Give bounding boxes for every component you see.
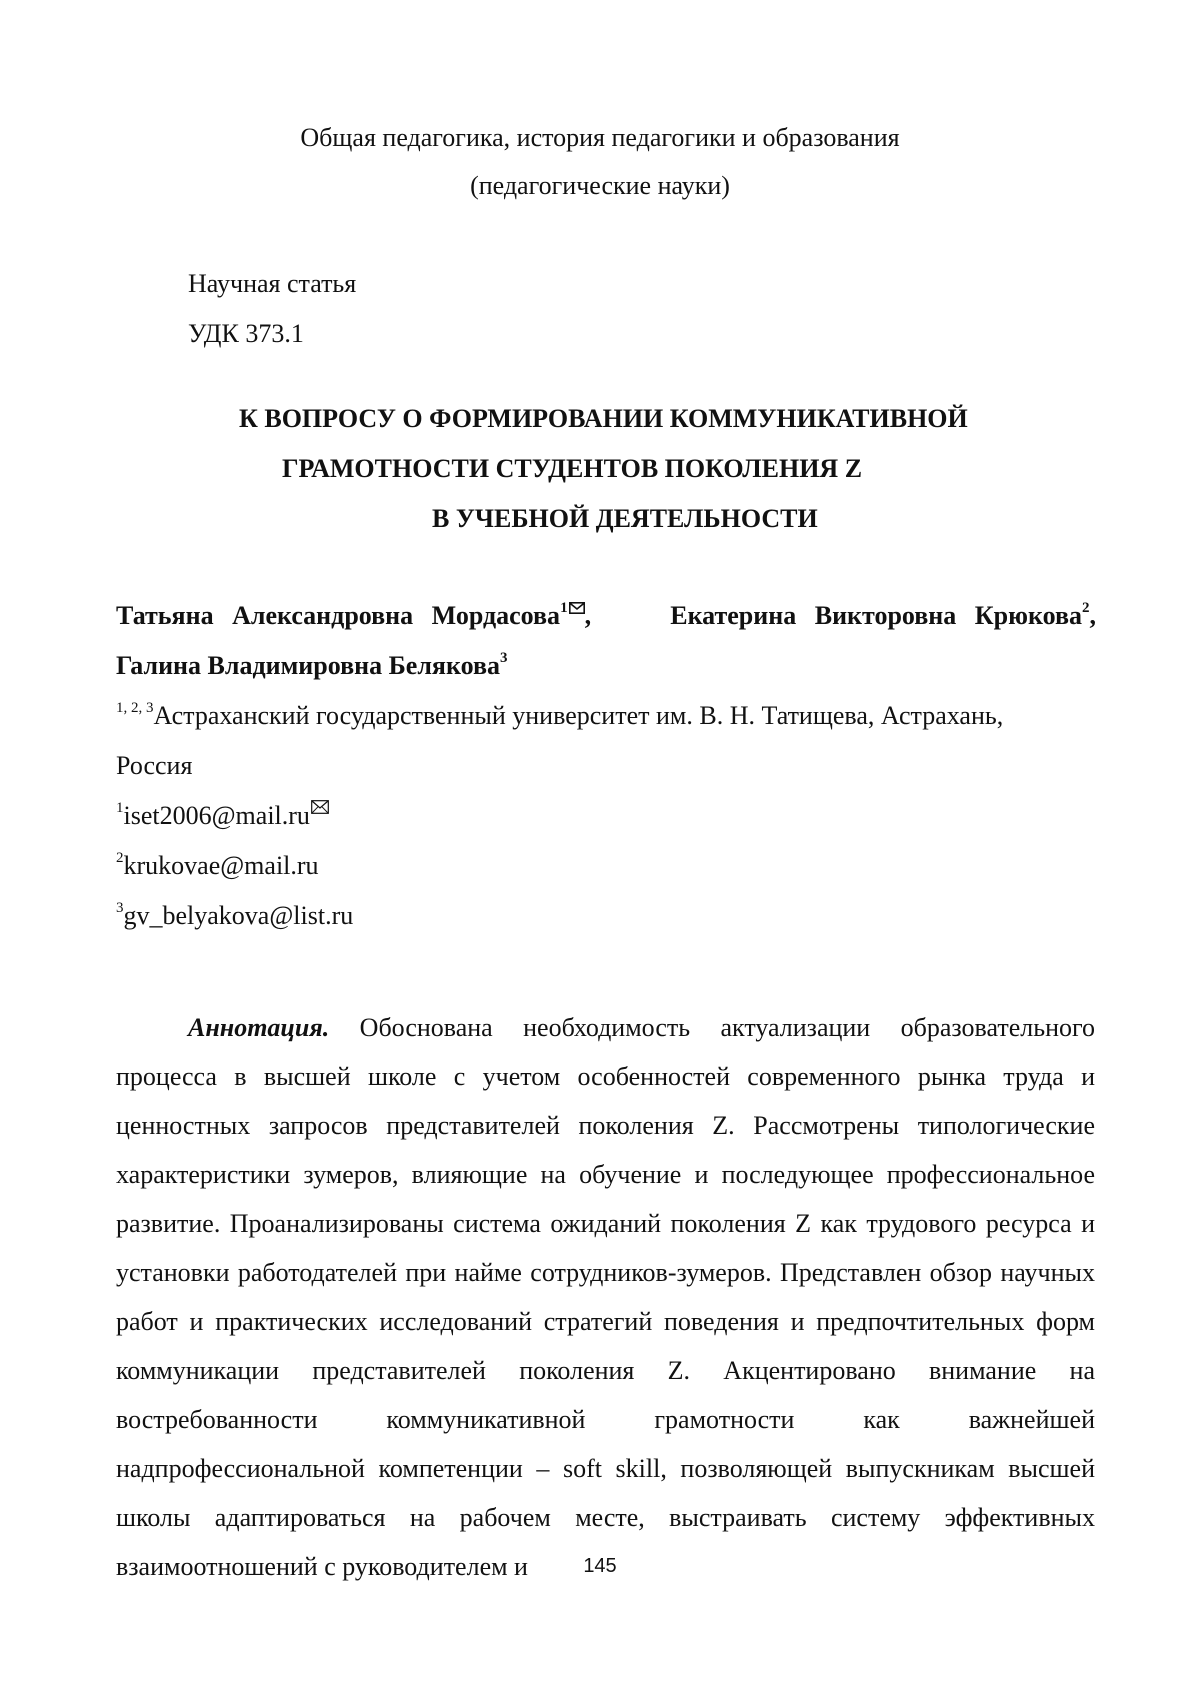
email-line-1 — [116, 800, 329, 832]
article-type: Научная статья — [188, 269, 357, 298]
email-line-3 — [116, 900, 353, 932]
affiliation-text: Астраханский государственный университет им. В. Н. Татищева, Астрахань, — [153, 701, 1004, 730]
author-separator-1: , — [584, 601, 592, 630]
email-3-address[interactable]: gv_belyakova@list.ru — [123, 901, 354, 930]
envelope-icon — [569, 602, 585, 614]
author-3 — [116, 650, 508, 682]
email-2-address[interactable]: krukovae@mail.ru — [123, 851, 319, 880]
rubric-line-1: Общая педагогика, история педагогики и образования — [300, 123, 900, 152]
email-2-sup: 2 — [116, 850, 124, 867]
abstract-lead: Аннотация. — [188, 1013, 330, 1042]
abstract-paragraph — [116, 1003, 1095, 1591]
email-3-sup: 3 — [116, 900, 124, 917]
affiliation-line-1 — [116, 700, 1003, 732]
title-line-2: ГРАМОТНОСТИ СТУДЕНТОВ ПОКОЛЕНИЯ Z — [282, 454, 863, 483]
abstract-text: Обоснована необходимость актуализации образовательного процесса в высшей школе с учетом особенностей современного рынка труда и ценностных запросов представителей поколения Z. Рассмотрены типологические характеристики зумеров, влияющие на обучение и последующее профессиональное развитие. Проанализированы система ожиданий поколения Z как трудового ресурса и установки работодателей при найме сотрудников-зумеров. Представлен обзор научных работ и практических исследований стратегий поведения и предпочтительных форм коммуникации представителей поколения Z. Акцентировано внимание на востребованности коммуникативной грамотности как важнейшей надпрофессиональной компетенции – soft skill, позволяющей выпускникам высшей школы адаптироваться на рабочем месте, выстраивать систему эффективных взаимоотношений с руководителем и — [116, 1013, 1095, 1581]
author-2 — [633, 600, 1096, 632]
affiliation-sup: 1, 2, 3 — [116, 700, 154, 717]
author-1-sup: 1 — [560, 600, 568, 617]
author-2-sup: 2 — [1082, 600, 1090, 617]
author-3-sup: 3 — [500, 650, 508, 667]
email-1-address[interactable]: iset2006@mail.ru — [123, 801, 310, 830]
title-line-3: В УЧЕБНОЙ ДЕЯТЕЛЬНОСТИ — [432, 504, 818, 533]
envelope-outline-icon — [311, 800, 329, 814]
udc-code: УДК 373.1 — [188, 319, 304, 348]
affiliation-line-2: Россия — [116, 751, 193, 780]
title-line-1: К ВОПРОСУ О ФОРМИРОВАНИИ КОММУНИКАТИВНОЙ — [239, 404, 968, 433]
email-1-sup: 1 — [116, 800, 124, 817]
author-3-name: Галина Владимировна Белякова — [116, 651, 501, 680]
page-number: 145 — [583, 1555, 617, 1577]
email-line-2 — [116, 850, 319, 882]
rubric-line-2: (педагогические науки) — [470, 171, 730, 200]
author-separator-2: , — [1089, 601, 1096, 630]
author-1-name-text: Татьяна Александровна Мордасова — [116, 601, 561, 630]
author-2-name: Екатерина Викторовна Крюкова — [670, 601, 1082, 630]
